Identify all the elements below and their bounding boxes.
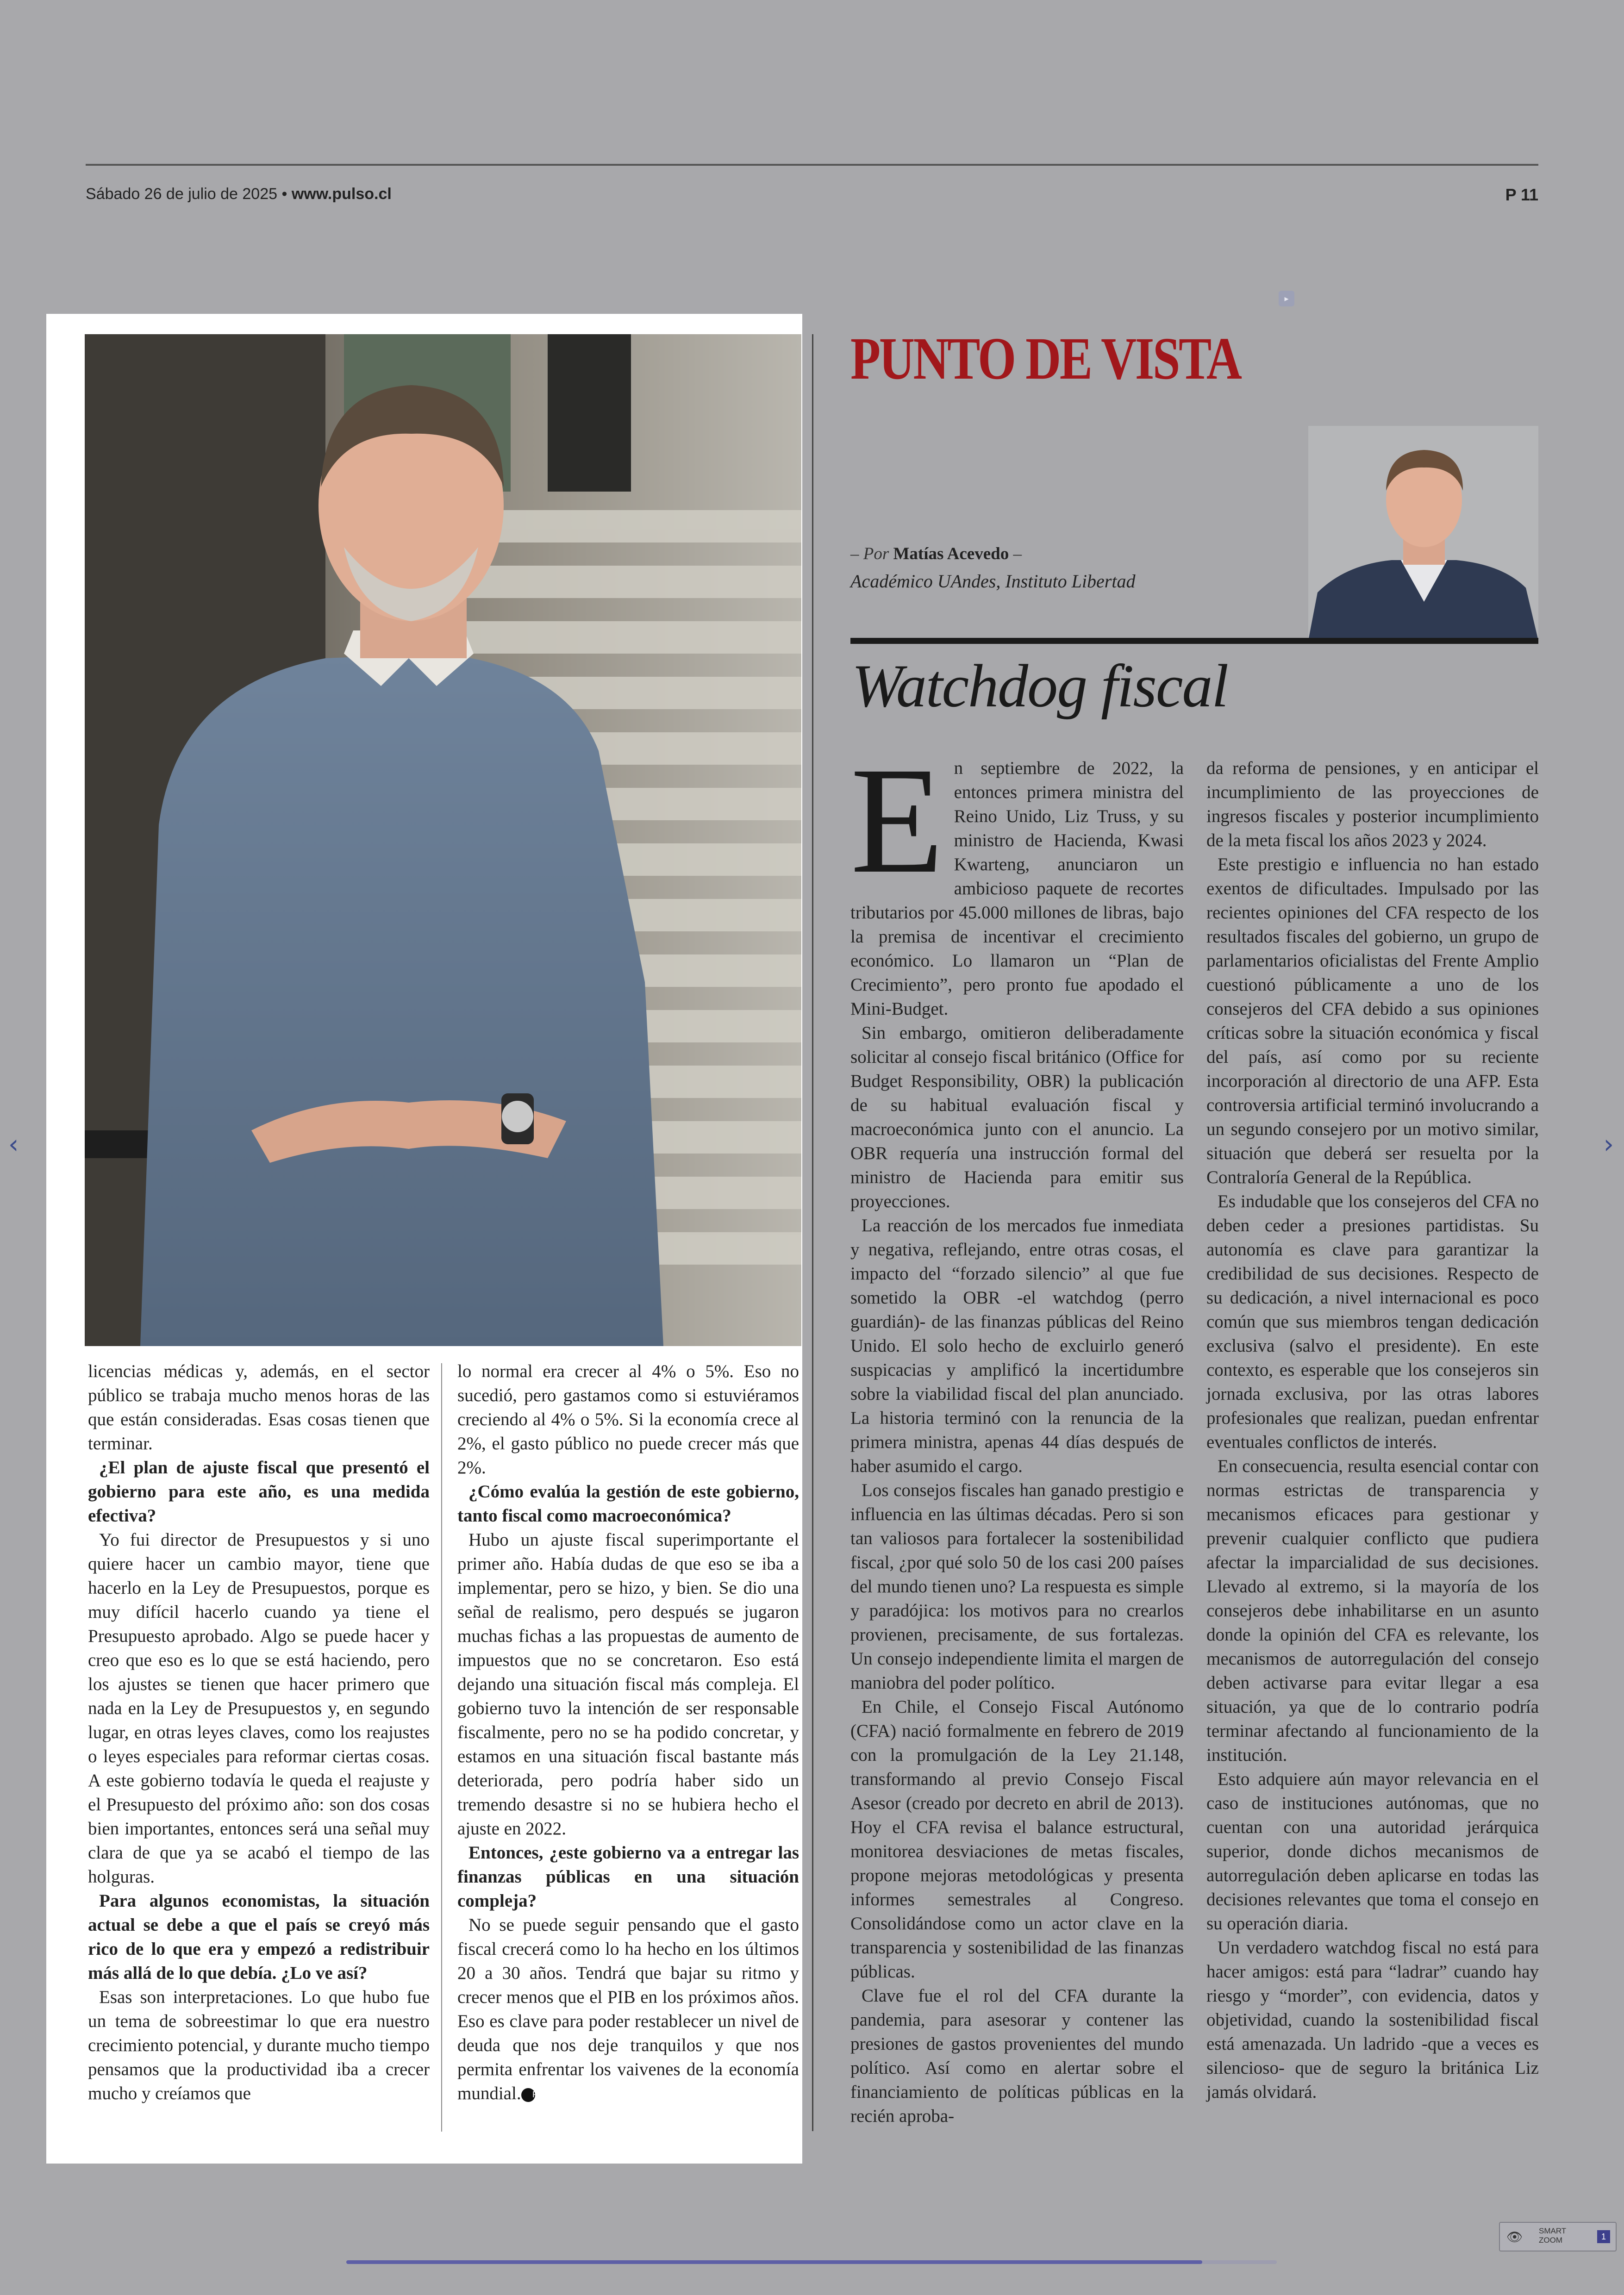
page-number: P 11 bbox=[1505, 185, 1538, 204]
byline-prefix: – Por bbox=[850, 544, 889, 563]
paragraph: Esto adquiere aún mayor relevancia en el caso de instituciones autónomas, que no cuentan con una autoridad jerárquica superior, donde dichos mecanismos de autorregulación deben aplicarse en todas las decisiones relevantes que toma el consejo en su operación diaria. bbox=[1206, 1769, 1539, 1933]
paragraph: Esas son interpretaciones. Lo que hubo fue un tema de sobreestimar lo que era nuestro crecimiento potencial, y durante mucho tiempo pensamos que la productividad iba a crecer mucho y creíamos que bbox=[88, 1987, 430, 2103]
previous-page-button[interactable] bbox=[8, 1129, 19, 1160]
page-progress-fill bbox=[346, 2260, 1202, 2264]
paragraph: da reforma de pensiones, y en anticipar el incumplimiento de las proyecciones de ingresos fiscales y posterior incumplimiento de la meta fiscal los años 2023 y 2024. bbox=[1206, 758, 1539, 850]
author-name: Matías Acevedo bbox=[893, 544, 1009, 563]
site-url[interactable]: www.pulso.cl bbox=[291, 185, 392, 203]
section-title: PUNTO DE VISTA bbox=[850, 325, 1241, 392]
paragraph: Hubo un ajuste fiscal superimportante el primer año. Había dudas de que eso se iba a implementar, pero se hizo, y bien. Se dio una señal de realismo, pero después se jugaron muchas fichas a las propuestas de aumento de impuestos que no se concretaron. Eso está dejando una situación fiscal más compleja. El gobierno tuvo la intención de ser responsable fiscalmente, pero no se ha podido concretar, y estamos en una situación fiscal bastante más deteriorada, pero podría haber sido un tremendo desastre si no se hubiera hecho el ajuste en 2022. bbox=[457, 1530, 799, 1839]
smart-zoom-count: 1 bbox=[1597, 2230, 1610, 2243]
page-marker-icon[interactable]: ▸ bbox=[1279, 291, 1294, 306]
author-portrait bbox=[1308, 426, 1538, 641]
headline-rule bbox=[850, 638, 1538, 644]
question: ¿Cómo evalúa la gestión de este gobierno, tanto fiscal como macroeconómica? bbox=[457, 1482, 799, 1526]
paragraph: lo normal era crecer al 4% o 5%. Eso no sucedió, pero gastamos como si estuviéramos creciendo al 4% o 5%. Si la economía crece al 2%, el gasto público no puede crecer más que 2%. bbox=[457, 1361, 799, 1478]
chevron-right-icon: › bbox=[1603, 1129, 1614, 1160]
paragraph: licencias médicas y, además, en el sector público se trabaja mucho menos horas de las que están consideradas. Esas cosas tienen que terminar. bbox=[88, 1361, 430, 1453]
paragraph: Clave fue el rol del CFA durante la pandemia, para asesorar y contener las presiones de gastos provenientes del mundo político. Así como en alertar sobre el financiamiento de políticas públicas en la recién aproba- bbox=[850, 1986, 1184, 2126]
byline bbox=[850, 544, 1022, 564]
paragraph: Los consejos fiscales han ganado prestigio e influencia en las últimas décadas. Pero si son tan valiosos para fortalecer la sostenibilidad fiscal, ¿por qué solo 50 de los casi 200 países del mundo tienen uno? La respuesta es simple y paradójica: los motivos para no crearlos provienen, precisamente, de sus fortalezas. Un consejo independiente limita el margen de maniobra del poder político. bbox=[850, 1480, 1184, 1693]
eye-icon: 👁 bbox=[1506, 2230, 1523, 2244]
paragraph: Es indudable que los consejeros del CFA no deben ceder a presiones partidistas. Su autonomía es clave para garantizar la credibilidad de sus decisiones. Respecto de su dedicación, a nivel internacional es poco común que sus miembros tengan dedicación exclusiva (salvo el presidente). En este contexto, es esperable que los consejeros sin jornada exclusiva, por las otras labores profesionales que realizan, puedan enfrentar eventuales conflictos de interés. bbox=[1206, 1191, 1539, 1452]
question: Entonces, ¿este gobierno va a entregar las finanzas públicas en una situación compleja? bbox=[457, 1843, 799, 1911]
author-role: Académico UAndes, Instituto Libertad bbox=[850, 571, 1136, 592]
author-photo bbox=[1308, 426, 1538, 641]
paragraph: Yo fui director de Presupuestos y si uno quiere hacer un cambio mayor, tiene que hacerlo en la Ley de Presupuestos, porque es muy difícil hacerlo cuando ya tiene el Presupuesto aprobado. Algo se puede hacer y creo que eso es lo que se está haciendo, pero los ajustes se tienen que hacer primero que nada en la Ley de Presupuestos y, en segundo lugar, en otras leyes claves, como los reajustes o leyes especiales para reformar ciertas cosas. A este gobierno todavía le queda el reajuste y el Presupuesto del próximo año: son dos cosas bien importantes, entonces será una señal muy clara de que ya se acabó el tiempo de las holguras. bbox=[88, 1530, 430, 1887]
paragraph: En Chile, el Consejo Fiscal Autónomo (CFA) nació formalmente en febrero de 2019 con la promulgación de la Ley 21.148, transformando al previo Consejo Fiscal Asesor (creado por decreto en abril de 2013). Hoy el CFA revisa el balance estructural, monitorea desviaciones de metas fiscales, propone mejoras metodológicas y presenta informes semestrales al Congreso. Consolidándose como un actor clave en la transparencia y sostenibilidad de las finanzas públicas. bbox=[850, 1697, 1184, 1982]
smart-zoom-label: SMART ZOOM bbox=[1539, 2226, 1567, 2245]
paragraph: Un verdadero watchdog fiscal no está para hacer amigos: está para “ladrar” cuando hay riesgo y “morder”, con evidencia, datos y objetividad, cuando la sostenibilidad fiscal está amenazada. Un ladrido -que a veces es silencioso- que de seguro la británica Liz jamás olvidará. bbox=[1206, 1938, 1539, 2102]
paragraph: En consecuencia, resulta esencial contar con normas estrictas de transparencia y mecanismos eficaces para gestionar y prevenir cualquier conflicto que pudiera afectar la imparcialidad de sus decisiones. Llevado al extremo, si la mayoría de los consejeros debe inhabilitarse en un asunto donde la opinión del CFA es relevante, los mecanismos de autorregulación del consejo deben activarse para evitar llegar a esa situación, ya que de lo contrario podría terminar afectando al funcionamiento de la institución. bbox=[1206, 1456, 1539, 1765]
interview-photo bbox=[85, 334, 801, 1346]
next-page-button[interactable] bbox=[1604, 1129, 1614, 1160]
paragraph bbox=[457, 1913, 799, 2106]
question: Para algunos economistas, la situación actual se debe a que el país se creyó más rico de lo que era y empezó a redistribuir más allá de lo que debía. ¿Lo ve así? bbox=[88, 1891, 430, 1983]
interview-column-divider bbox=[441, 1363, 442, 2132]
paragraph bbox=[850, 736, 1184, 1021]
byline-suffix: – bbox=[1013, 544, 1022, 563]
interviewee-portrait bbox=[85, 334, 801, 1346]
paragraph: La reacción de los mercados fue inmediata y negativa, reflejando, entre otras cosas, el impacto del “forzado silencio” al que fue sometido la OBR -el watchdog (perro guardián)- de las finanzas públicas del Reino Unido. El solo hecho de excluirlo generó suspicacias y amplificó la incertidumbre sobre la viabilidad fiscal del plan anunciado. La historia terminó con la renuncia de la primera ministra, apenas 44 días después de haber asumido el cargo. bbox=[850, 1216, 1184, 1476]
chevron-left-icon: ‹ bbox=[8, 1129, 19, 1160]
article-headline: Watchdog fiscal bbox=[852, 652, 1228, 720]
paragraph-text: No se puede seguir pensando que el gasto fiscal crecerá como lo ha hecho en los últimos 20 a 30 años. Tendrá que bajar su ritmo y crecer menos que el PIB en los próximos años. Eso es clave para poder restablecer un nivel de deuda que nos deje tranquilos y que nos permita enfrentar los vaivenes de la economía mundial. bbox=[457, 1915, 799, 2103]
header-rule bbox=[86, 164, 1538, 166]
opinion-column-right bbox=[1206, 756, 1539, 2104]
interview-column-left bbox=[88, 1360, 430, 2106]
opinion-column-left bbox=[850, 736, 1184, 2128]
paragraph: Sin embargo, omitieron deliberadamente solicitar al consejo fiscal británico (Office for Budget Responsibility, OBR) la publicación de su habitual evaluación fiscal y macroeconómica junto con el anuncio. La OBR requería una instrucción formal del ministro de Hacienda para emitir sus proyecciones. bbox=[850, 1023, 1184, 1211]
drop-cap: E bbox=[850, 736, 944, 905]
page-column-separator bbox=[812, 334, 813, 2131]
smart-zoom-button[interactable] bbox=[1499, 2222, 1617, 2251]
paragraph: Este prestigio e influencia no han estado exentos de dificultades. Impulsado por las recientes opiniones del CFA respecto de los resultados fiscales del gobierno, un grupo de parlamentarios oficialistas del Frente Amplio cuestionó públicamente a uno de los consejeros del CFA debido a sus opiniones críticas sobre la situación económica y fiscal del país, así como por su reciente incorporación al directorio de una AFP. Esta controversia artificial terminó involucrando a un segundo consejero por un motivo similar, situación que deberá ser resuelta por la Contraloría General de la República. bbox=[1206, 854, 1539, 1187]
interview-column-right bbox=[457, 1360, 799, 2106]
dateline bbox=[86, 185, 392, 203]
paragraph-text: n septiembre de 2022, la entonces primera ministra del Reino Unido, Liz Truss, y su ministro de Hacienda, Kwasi Kwarteng, anunciaron un ambicioso paquete de recortes tributarios por 45.000 millones de libras, bajo la premisa de incentivar el crecimiento económico. Lo llamaron un “Plan de Crecimiento”, pero pronto fue apodado el Mini-Budget. bbox=[850, 758, 1184, 1019]
question: ¿El plan de ajuste fiscal que presentó el gobierno para este año, es una medida efectiva? bbox=[88, 1458, 430, 1526]
date: Sábado 26 de julio de 2025 • bbox=[86, 185, 287, 203]
end-mark-icon: P bbox=[521, 2088, 535, 2102]
